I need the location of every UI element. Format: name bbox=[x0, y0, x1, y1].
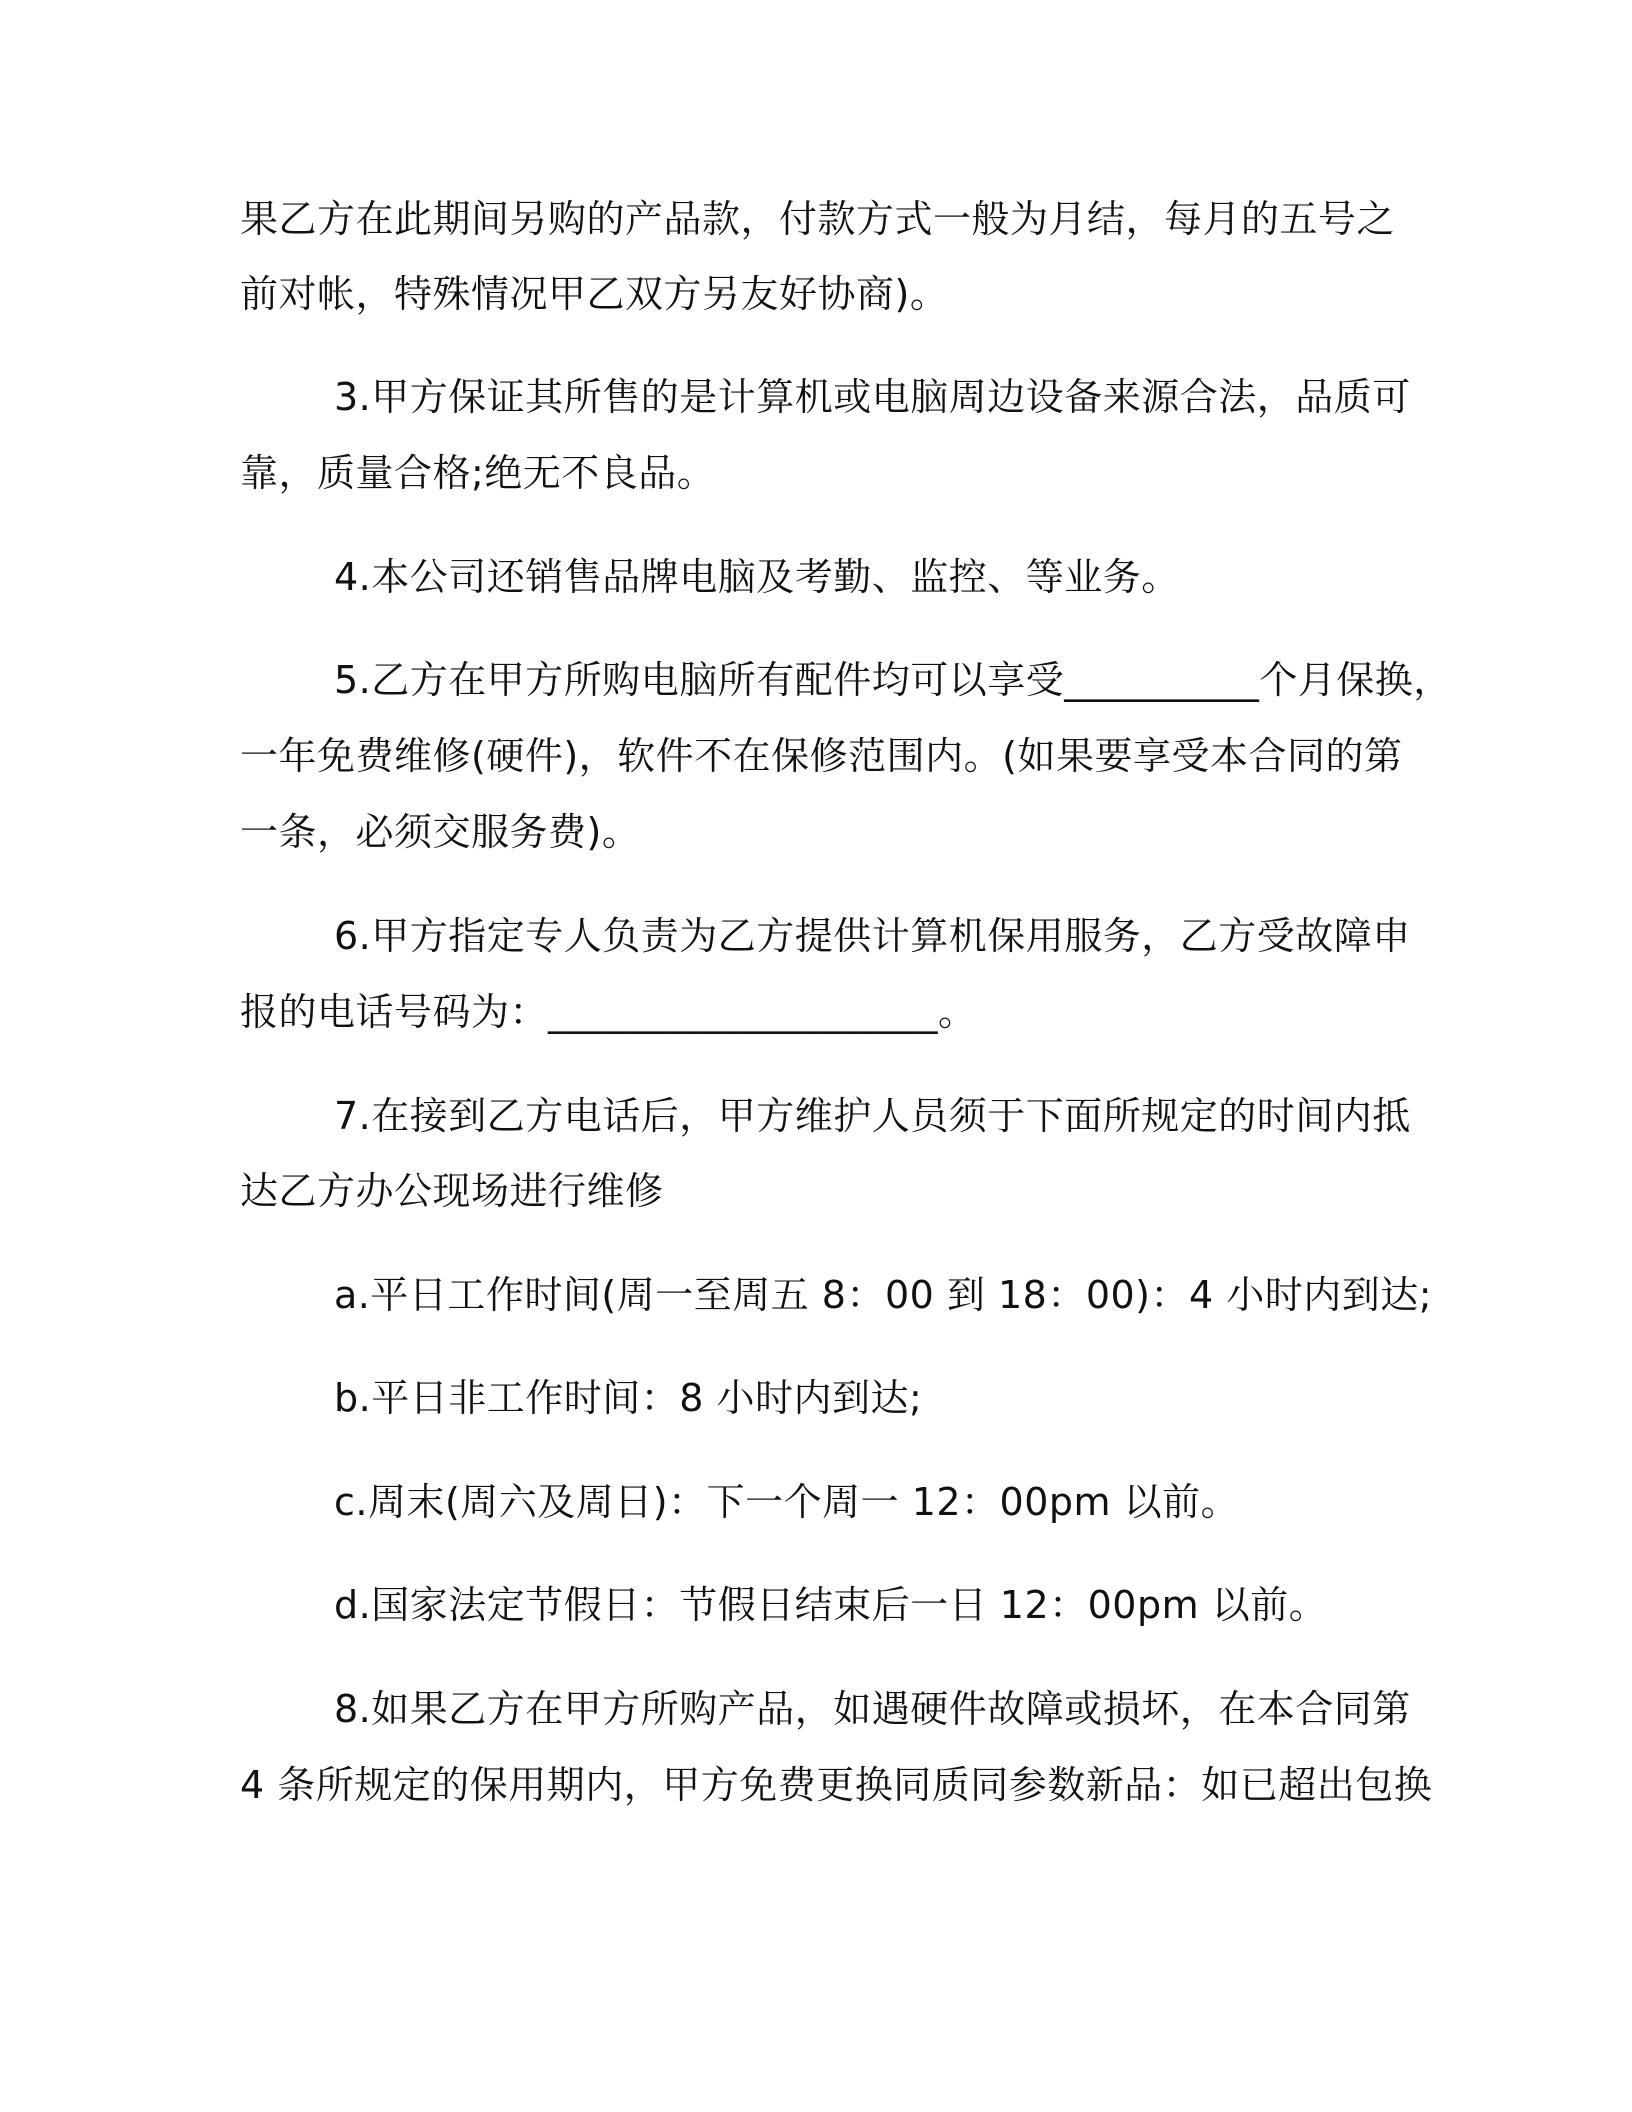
clause-7c: c.周末(周六及周日)：下一个周一 12：00pm 以前。 bbox=[334, 1480, 1240, 1524]
clause-6-line-1: 6.甲方指定专人负责为乙方提供计算机保用服务，乙方受故障申 bbox=[334, 914, 1411, 958]
clause-7d: d.国家法定节假日：节假日结束后一日 12：00pm 以前。 bbox=[334, 1583, 1328, 1627]
clause-5-line-3: 一条，必须交服务费)。 bbox=[240, 810, 641, 854]
clause-8-line-1: 8.如果乙方在甲方所购产品，如遇硬件故障或损坏，在本合同第 bbox=[334, 1687, 1411, 1731]
clause-5-line-1: 5.乙方在甲方所购电脑所有配件均可以享受__________个月保换， bbox=[334, 658, 1452, 702]
text-line-1: 果乙方在此期间另购的产品款，付款方式一般为月结，每月的五号之 bbox=[240, 197, 1396, 241]
clause-8-line-2: 4 条所规定的保用期内，甲方免费更换同质同参数新品：如已超出包换 bbox=[240, 1763, 1433, 1807]
clause-5-line-2: 一年免费维修(硬件)，软件不在保修范围内。(如果要享受本合同的第 bbox=[240, 734, 1403, 778]
clause-7-line-2: 达乙方办公现场进行维修 bbox=[240, 1169, 664, 1213]
clause-3-line-2: 靠，质量合格;绝无不良品。 bbox=[240, 451, 716, 495]
clause-4-line-1: 4.本公司还销售品牌电脑及考勤、监控、等业务。 bbox=[334, 555, 1180, 599]
clause-7b: b.平日非工作时间：8 小时内到达; bbox=[334, 1376, 923, 1420]
clause-6-line-2: 报的电话号码为：____________________。 bbox=[240, 990, 977, 1034]
clause-7-line-1: 7.在接到乙方电话后，甲方维护人员须于下面所规定的时间内抵 bbox=[334, 1094, 1411, 1138]
clause-7a: a.平日工作时间(周一至周五 8：00 到 18：00)：4 小时内到达; bbox=[334, 1273, 1433, 1317]
text-line-2: 前对帐，特殊情况甲乙双方另友好协商)。 bbox=[240, 272, 949, 316]
clause-3-line-1: 3.甲方保证其所售的是计算机或电脑周边设备来源合法，品质可 bbox=[334, 375, 1411, 419]
